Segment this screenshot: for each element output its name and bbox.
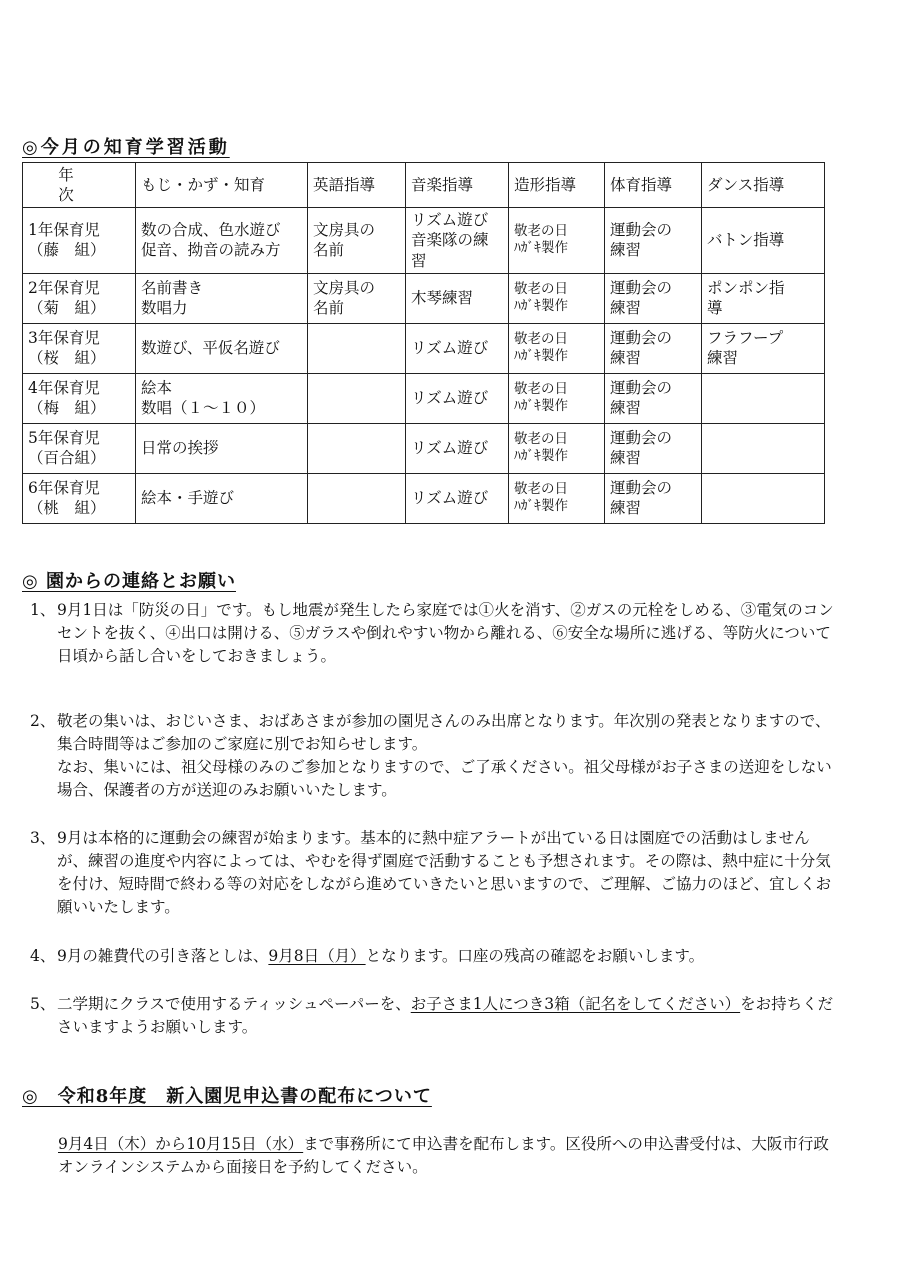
dance-cell (702, 473, 825, 523)
music-cell: リズム遊び (406, 473, 509, 523)
table-row (23, 208, 825, 273)
class-cell (23, 373, 136, 423)
pe-cell: 運動会の 練習 (605, 373, 702, 423)
table-row (23, 473, 825, 523)
pe-cell: 運動会の 練習 (605, 423, 702, 473)
music-cell: リズム遊び 音楽隊の練習 (406, 208, 509, 273)
table-row (23, 373, 825, 423)
enrollment-text (58, 1133, 843, 1179)
column-header: ダンス指導 (702, 163, 825, 208)
notice-number: 4、 (30, 947, 56, 965)
notice-text: 敬老の集いは、おじいさま、おばあさまが参加の園児さんのみ出席となります。年次別の発表となりますので、集合時間等はご参加のご家庭に別でお知らせします。 (57, 712, 831, 753)
table-row (23, 323, 825, 373)
music-cell: リズム遊び (406, 323, 509, 373)
notice-item (30, 993, 840, 1039)
notice-number: 3、 (30, 829, 56, 847)
dance-cell: フラフープ 練習 (702, 323, 825, 373)
class-name: （桜 組） (28, 349, 106, 368)
notice-item (30, 945, 840, 968)
distribution-period: 9月4日（木）から10月15日（水） (58, 1135, 304, 1153)
column-header: 英語指導 (308, 163, 406, 208)
art-cell: 敬老の日 ﾊｶﾞｷ製作 (509, 273, 605, 323)
music-cell: リズム遊び (406, 423, 509, 473)
class-name: （桃 組） (28, 499, 106, 518)
notice-number: 5、 (30, 995, 56, 1013)
moji-kazu-cell: 数遊び、平仮名遊び (136, 323, 308, 373)
notice-text: 9月1日は「防災の日」です。もし地震が発生したら家庭では①火を消す、②ガスの元栓をしめる、③電気のコンセントを抜く、④出口は開ける、⑤ガラスや倒れやすい物から離れる、⑥安全な場所に逃げる、等防火について日頃から話し合いをしておきましょう。 (57, 601, 834, 665)
pe-cell: 運動会の 練習 (605, 208, 702, 273)
english-cell (308, 473, 406, 523)
withdrawal-date: 9月8日（月） (268, 947, 366, 965)
class-year: 1年保育児 (28, 221, 100, 240)
notice-text-post: をお持ちくださいますようお願いします。 (57, 995, 834, 1036)
class-cell (23, 423, 136, 473)
notice-text-pre: 二学期にクラスで使用するティッシュペーパーを、 (57, 995, 411, 1013)
pe-cell: 運動会の 練習 (605, 323, 702, 373)
class-name: （藤 組） (28, 241, 106, 260)
dance-cell: バトン指導 (702, 208, 825, 273)
activities-table (22, 162, 825, 524)
pe-cell: 運動会の 練習 (605, 273, 702, 323)
notice-item (30, 710, 840, 802)
art-cell: 敬老の日 ﾊｶﾞｷ製作 (509, 323, 605, 373)
notice-text-continued: なお、集いには、祖父母様のみのご参加となりますので、ご了承ください。祖父母様がお子さまの送迎をしない場合、保護者の方が送迎のみお願いいたします。 (57, 758, 832, 799)
moji-kazu-cell: 名前書き 数唱力 (136, 273, 308, 323)
class-name: （菊 組） (28, 299, 106, 318)
class-cell (23, 323, 136, 373)
notice-item (30, 827, 840, 919)
dance-cell (702, 373, 825, 423)
column-header: 年 次 (23, 163, 136, 208)
class-year: 6年保育児 (28, 479, 100, 498)
notice-text: 9月は本格的に運動会の練習が始まります。基本的に熱中症アラートが出ている日は園庭での活動はしませんが、練習の進度や内容によっては、やむを得ず園庭で活動することも予想されます。その際は、熱中症に十分気を付け、短時間で終わる等の対応をしながら進めていきたいと思いますので、ご理解、ご協力のほど、宜しくお願いいたします。 (57, 829, 832, 916)
dance-cell (702, 423, 825, 473)
class-cell (23, 473, 136, 523)
class-year: 3年保育児 (28, 329, 100, 348)
table-row (23, 273, 825, 323)
notices-heading: ◎ 園からの連絡とお願い (22, 571, 236, 592)
class-year: 2年保育児 (28, 279, 100, 298)
moji-kazu-cell: 絵本 数唱（１～１０） (136, 373, 308, 423)
moji-kazu-cell: 数の合成、色水遊び 促音、拗音の読み方 (136, 208, 308, 273)
art-cell: 敬老の日 ﾊｶﾞｷ製作 (509, 373, 605, 423)
english-cell: 文房具の 名前 (308, 273, 406, 323)
music-cell: 木琴練習 (406, 273, 509, 323)
enrollment-body: まで事務所にて申込書を配布します。区役所への申込書受付は、大阪市行政オンラインシステムから面接日を予約してください。 (58, 1135, 829, 1176)
class-name: （梅 組） (28, 399, 106, 418)
class-cell (23, 273, 136, 323)
dance-cell: ポンポン指 導 (702, 273, 825, 323)
moji-kazu-cell: 日常の挨拶 (136, 423, 308, 473)
class-year: 5年保育児 (28, 429, 100, 448)
english-cell (308, 323, 406, 373)
notice-text-pre: 9月の雑費代の引き落としは、 (57, 947, 269, 965)
notice-item (30, 599, 840, 668)
class-cell (23, 208, 136, 273)
art-cell: 敬老の日 ﾊｶﾞｷ製作 (509, 423, 605, 473)
table-row (23, 423, 825, 473)
notice-text-post: となります。口座の残高の確認をお願いします。 (365, 947, 705, 965)
english-cell: 文房具の 名前 (308, 208, 406, 273)
table-header-row (23, 163, 825, 208)
enrollment-heading: ◎ 令和8年度 新入園児申込書の配布について (22, 1086, 432, 1107)
art-cell: 敬老の日 ﾊｶﾞｷ製作 (509, 208, 605, 273)
notice-text (57, 993, 840, 1039)
pe-cell: 運動会の 練習 (605, 473, 702, 523)
column-header: 音楽指導 (406, 163, 509, 208)
art-cell: 敬老の日 ﾊｶﾞｷ製作 (509, 473, 605, 523)
notice-text (57, 945, 840, 968)
activities-heading: ◎今月の知育学習活動 (22, 137, 230, 158)
table-body (23, 208, 825, 523)
class-name: （百合組） (28, 449, 106, 468)
notice-number: 2、 (30, 712, 56, 730)
english-cell (308, 373, 406, 423)
english-cell (308, 423, 406, 473)
moji-kazu-cell: 絵本・手遊び (136, 473, 308, 523)
tissue-quantity: お子さま1人につき3箱（記名をしてください） (410, 995, 741, 1013)
column-header: 造形指導 (509, 163, 605, 208)
music-cell: リズム遊び (406, 373, 509, 423)
notice-number: 1、 (30, 601, 56, 619)
column-header: もじ・かず・知育 (136, 163, 308, 208)
column-header: 体育指導 (605, 163, 702, 208)
class-year: 4年保育児 (28, 379, 100, 398)
